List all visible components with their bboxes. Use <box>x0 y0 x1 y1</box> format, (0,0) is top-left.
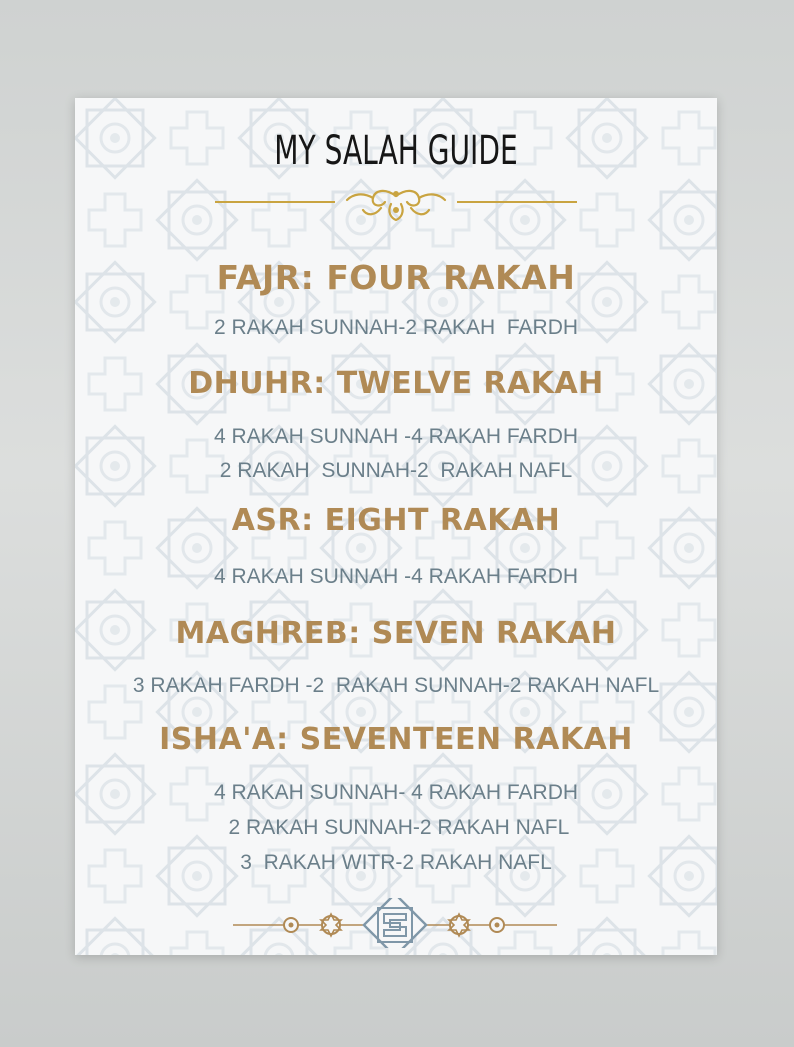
prayer-line-fajr-1: 2 RAKAH SUNNAH-2 RAKAH FARDH <box>213 316 579 339</box>
prayer-heading-fajr: FAJR: FOUR RAKAH <box>216 258 576 297</box>
salah-guide-poster <box>75 98 717 955</box>
footer-ornament <box>225 898 565 948</box>
prayer-heading-dhuhr: DHUHR: TWELVE RAKAH <box>188 366 604 401</box>
prayer-heading-isha: ISHA'A: SEVENTEEN RAKAH <box>159 722 633 757</box>
page-title: MY SALAH GUIDE <box>274 128 518 174</box>
prayer-line-asr-1: 4 RAKAH SUNNAH -4 RAKAH FARDH <box>213 565 579 588</box>
prayer-line-maghreb-1: 3 RAKAH FARDH -2 RAKAH SUNNAH-2 RAKAH NAFL <box>132 674 660 697</box>
calligraphy-emblem-icon <box>364 898 426 948</box>
title-flourish-ornament <box>215 186 577 226</box>
prayer-line-isha-2: 2 RAKAH SUNNAH-2 RAKAH NAFL <box>222 816 570 839</box>
prayer-heading-maghreb: MAGHREB: SEVEN RAKAH <box>175 616 617 651</box>
prayer-line-dhuhr-2: 2 RAKAH SUNNAH-2 RAKAH NAFL <box>219 459 573 482</box>
prayer-line-dhuhr-1: 4 RAKAH SUNNAH -4 RAKAH FARDH <box>213 425 579 448</box>
prayer-line-isha-1: 4 RAKAH SUNNAH- 4 RAKAH FARDH <box>213 781 579 804</box>
prayer-line-isha-3: 3 RAKAH WITR-2 RAKAH NAFL <box>240 851 552 874</box>
prayer-heading-asr: ASR: EIGHT RAKAH <box>231 503 561 538</box>
